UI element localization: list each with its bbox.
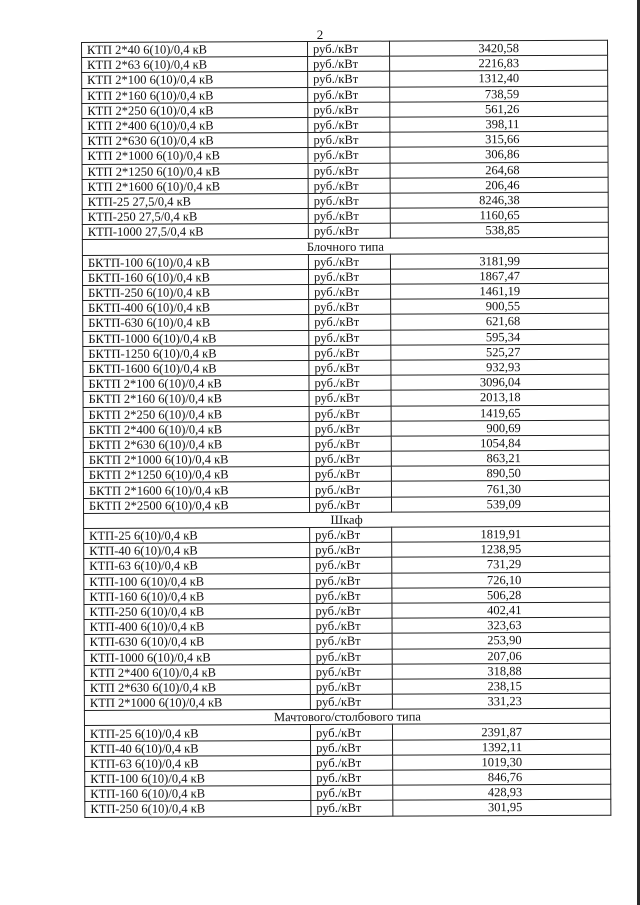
cell-value: 3420,58 [389,40,607,56]
cell-value: 8246,38 [390,192,608,208]
cell-value: 1312,40 [390,71,608,87]
cell-name: БКТП 2*250 6(10)/0,4 кВ [83,406,309,422]
cell-name: БКТП-400 6(10)/0,4 кВ [83,300,309,316]
cell-name: КТП 2*160 6(10)/0,4 кВ [82,87,308,103]
cell-unit: руб./кВт [308,147,390,163]
cell-value: 315,66 [390,131,608,147]
cell-unit: руб./кВт [311,801,393,817]
cell-unit: руб./кВт [309,375,391,391]
cell-unit: руб./кВт [311,770,393,786]
cell-value: 264,68 [390,162,608,178]
cell-value: 2391,87 [392,724,610,740]
cell-unit: руб./кВт [308,254,390,270]
cell-value: 1867,47 [390,268,608,284]
cell-unit: руб./кВт [308,87,390,103]
section-title: Шкаф [84,511,610,528]
cell-name: КТП 2*400 6(10)/0,4 кВ [82,117,308,133]
cell-name: БКТП 2*1250 6(10)/0,4 кВ [83,467,309,483]
cell-name: БКТП 2*630 6(10)/0,4 кВ [83,436,309,452]
cell-name: КТП 2*400 6(10)/0,4 кВ [84,664,310,680]
cell-name: КТП 2*630 6(10)/0,4 кВ [84,679,310,695]
cell-unit: руб./кВт [309,330,391,346]
cell-value: 1392,11 [393,739,611,755]
cell-unit: руб./кВт [309,390,391,406]
cell-value: 1419,65 [391,405,609,421]
cell-unit: руб./кВт [309,360,391,376]
cell-value: 506,28 [392,587,610,603]
cell-name: КТП-250 27,5/0,4 кВ [82,209,308,225]
cell-value: 3181,99 [390,253,608,269]
cell-unit: руб./кВт [308,41,390,57]
cell-name: КТП-250 6(10)/0,4 кВ [85,801,311,817]
cell-value: 932,93 [391,359,609,375]
cell-name: КТП-63 6(10)/0,4 кВ [85,755,311,771]
cell-unit: руб./кВт [310,725,392,741]
cell-name: БКТП 2*1600 6(10)/0,4 кВ [83,482,309,498]
cell-name: КТП-25 6(10)/0,4 кВ [84,725,310,741]
cell-unit: руб./кВт [311,755,393,771]
cell-name: КТП 2*40 6(10)/0,4 кВ [82,42,308,58]
cell-name: БКТП 2*400 6(10)/0,4 кВ [83,421,309,437]
cell-name: КТП 2*1250 6(10)/0,4 кВ [82,163,308,179]
cell-name: БКТП-1000 6(10)/0,4 кВ [83,330,309,346]
cell-value: 538,85 [390,222,608,238]
cell-name: КТП-250 6(10)/0,4 кВ [84,603,310,619]
cell-unit: руб./кВт [309,421,391,437]
cell-value: 900,55 [391,298,609,314]
cell-name: КТП-25 6(10)/0,4 кВ [84,528,310,544]
cell-value: 2216,83 [390,55,608,71]
cell-name: БКТП-1600 6(10)/0,4 кВ [83,360,309,376]
cell-value: 738,59 [390,86,608,102]
cell-unit: руб./кВт [309,466,391,482]
cell-unit: руб./кВт [308,178,390,194]
cell-value: 1238,95 [392,541,610,557]
cell-value: 1054,84 [391,435,609,451]
cell-value: 306,86 [390,147,608,163]
cell-name: КТП-160 6(10)/0,4 кВ [84,588,310,604]
cell-name: БКТП-100 6(10)/0,4 кВ [82,254,308,270]
cell-name: КТП-160 6(10)/0,4 кВ [85,786,311,802]
cell-name: БКТП 2*1000 6(10)/0,4 кВ [83,452,309,468]
cell-unit: руб./кВт [310,527,392,543]
cell-value: 595,34 [391,329,609,345]
cell-value: 1819,91 [392,526,610,542]
cell-value: 331,23 [392,693,610,709]
cell-unit: руб./кВт [310,588,392,604]
cell-value: 863,21 [391,450,609,466]
cell-unit: руб./кВт [309,315,391,331]
cell-name: КТП 2*250 6(10)/0,4 кВ [82,102,308,118]
cell-name: КТП-630 6(10)/0,4 кВ [84,634,310,650]
cell-name: КТП 2*630 6(10)/0,4 кВ [82,133,308,149]
cell-unit: руб./кВт [309,482,391,498]
cell-unit: руб./кВт [310,664,392,680]
cell-value: 238,15 [392,678,610,694]
cell-name: КТП 2*1600 6(10)/0,4 кВ [82,178,308,194]
cell-value: 890,50 [391,465,609,481]
cell-value: 846,76 [393,769,611,785]
cell-name: КТП 2*1000 6(10)/0,4 кВ [84,695,310,711]
page-number: 2 [316,27,324,42]
cell-value: 2013,18 [391,390,609,406]
cell-unit: руб./кВт [308,223,390,239]
cell-name: БКТП 2*100 6(10)/0,4 кВ [83,376,309,392]
cell-unit: руб./кВт [310,573,392,589]
cell-value: 398,11 [390,116,608,132]
cell-value: 3096,04 [391,374,609,390]
cell-name: БКТП-1250 6(10)/0,4 кВ [83,345,309,361]
cell-value: 428,93 [393,784,611,800]
cell-name: КТП-100 6(10)/0,4 кВ [85,771,311,787]
cell-unit: руб./кВт [309,284,391,300]
section-title: Блочного типа [82,238,608,255]
cell-name: БКТП-250 6(10)/0,4 кВ [83,285,309,301]
cell-unit: руб./кВт [308,117,390,133]
tariff-table [81,40,611,818]
cell-unit: руб./кВт [310,603,392,619]
cell-value: 318,88 [392,663,610,679]
cell-unit: руб./кВт [309,497,391,513]
cell-name: КТП-400 6(10)/0,4 кВ [84,619,310,635]
cell-name: КТП-1000 27,5/0,4 кВ [82,224,308,240]
cell-unit: руб./кВт [310,694,392,710]
cell-unit: руб./кВт [308,208,390,224]
cell-unit: руб./кВт [308,72,390,88]
cell-unit: руб./кВт [309,436,391,452]
cell-unit: руб./кВт [308,163,390,179]
cell-value: 402,41 [392,602,610,618]
cell-unit: руб./кВт [310,618,392,634]
cell-name: БКТП-160 6(10)/0,4 кВ [82,269,308,285]
cell-unit: руб./кВт [308,193,390,209]
cell-value: 323,63 [392,617,610,633]
cell-value: 525,27 [391,344,609,360]
cell-name: КТП 2*63 6(10)/0,4 кВ [82,57,308,73]
section-title: Мачтового/столбового типа [84,708,610,725]
cell-name: КТП-40 6(10)/0,4 кВ [85,740,311,756]
cell-unit: руб./кВт [309,451,391,467]
cell-name: КТП-40 6(10)/0,4 кВ [84,543,310,559]
cell-name: КТП-63 6(10)/0,4 кВ [84,558,310,574]
cell-name: КТП 2*1000 6(10)/0,4 кВ [82,148,308,164]
cell-unit: руб./кВт [310,679,392,695]
cell-name: БКТП 2*160 6(10)/0,4 кВ [83,391,309,407]
cell-unit: руб./кВт [310,558,392,574]
table-row [85,800,611,817]
cell-value: 207,06 [392,648,610,664]
cell-value: 301,95 [393,800,611,816]
cell-unit: руб./кВт [308,132,390,148]
cell-unit: руб./кВт [310,633,392,649]
cell-unit: руб./кВт [309,345,391,361]
cell-value: 561,26 [390,101,608,117]
cell-value: 761,30 [391,481,609,497]
cell-value: 539,09 [391,496,609,512]
cell-unit: руб./кВт [309,406,391,422]
tariff-table-container [81,40,610,818]
cell-value: 731,29 [392,557,610,573]
cell-name: КТП 2*100 6(10)/0,4 кВ [82,72,308,88]
cell-name: КТП-100 6(10)/0,4 кВ [84,573,310,589]
cell-value: 1160,65 [390,207,608,223]
cell-value: 900,69 [391,420,609,436]
cell-unit: руб./кВт [310,542,392,558]
cell-unit: руб./кВт [308,102,390,118]
cell-value: 621,68 [391,314,609,330]
cell-unit: руб./кВт [310,649,392,665]
tariff-table-body [82,40,611,817]
cell-value: 726,10 [392,572,610,588]
cell-value: 1461,19 [391,283,609,299]
cell-value: 1019,30 [393,754,611,770]
cell-value: 206,46 [390,177,608,193]
cell-name: БКТП-630 6(10)/0,4 кВ [83,315,309,331]
cell-unit: руб./кВт [311,740,393,756]
cell-name: БКТП 2*2500 6(10)/0,4 кВ [83,497,309,513]
cell-unit: руб./кВт [308,269,390,285]
cell-value: 253,90 [392,633,610,649]
cell-name: КТП-1000 6(10)/0,4 кВ [84,649,310,665]
cell-name: КТП-25 27,5/0,4 кВ [82,193,308,209]
cell-unit: руб./кВт [308,56,390,72]
cell-unit: руб./кВт [311,785,393,801]
cell-unit: руб./кВт [309,299,391,315]
